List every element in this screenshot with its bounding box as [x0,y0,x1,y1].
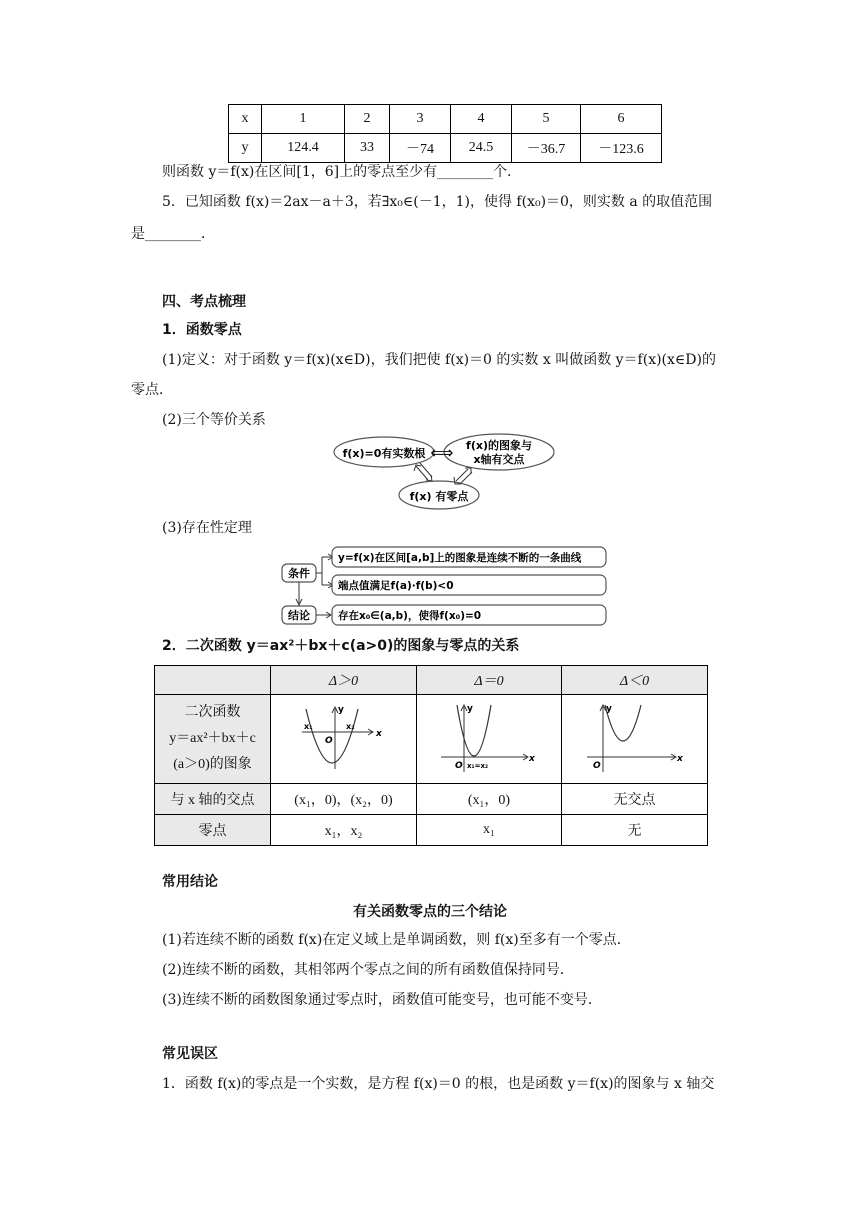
table-cell: 24.5 [451,134,512,163]
svg-text:x₂: x₂ [345,721,355,731]
quadratic-zero-table [154,665,708,846]
svg-text:x₁=x₂: x₁=x₂ [467,761,489,770]
condition-1-text: y=f(x)在区间[a,b]上的图象是连续不断的一条曲线 [338,552,582,564]
question-5-line1: 5．已知函数 f(x)＝2ax－a＋3，若∃x₀∈(－1，1)，使得 f(x₀)＝0，则实数 a 的取值范围 [162,194,713,210]
condition-label: 条件 [288,567,310,580]
table-cell: 4 [451,105,512,134]
svg-text:x: x [529,753,535,764]
table-cell: 无交点 [562,784,708,815]
table-cell: 1 [262,105,345,134]
bracket-connector [316,557,332,585]
subsection-title-quadratic: 2．二次函数 y＝ax²＋bx＋c(a>0)的图象与零点的关系 [162,638,520,654]
conclusion-2: (2)连续不断的函数，其相邻两个零点之间的所有函数值保持同号． [162,962,574,978]
equiv-left-label: f(x)=0有实数根 [342,447,426,460]
table-row [155,666,708,695]
row-label-graph: 二次函数 y＝ax²＋bx＋c (a＞0)的图象 [155,695,271,784]
equivalence-diagram [332,432,562,512]
conclusion-1: (1)若连续不断的函数 f(x)在定义域上是单调函数，则 f(x)至多有一个零点． [162,932,631,948]
table-cell: x₁，x₂ [271,815,417,846]
equiv-right-label-line2: x轴有交点 [473,453,525,466]
table-header-y: y [229,134,262,163]
condition-2-text: 端点值满足f(a)·f(b)<0 [338,580,454,592]
parabola-no-root-graph [585,697,685,777]
svg-text:y: y [467,703,473,714]
table-row [155,695,708,784]
svg-text:x: x [375,728,382,739]
graph-cell-two-roots [271,695,417,784]
table-cell: 2 [345,105,390,134]
existence-title: (3)存在性定理 [162,520,252,536]
subsection-title-zero: 1．函数零点 [162,322,242,338]
question-4-text: 则函数 y＝f(x)在区间[1，6]上的零点至少有________个． [162,164,522,180]
conclusion-3: (3)连续不断的函数图象通过零点时，函数值可能变号，也可能不变号． [162,992,602,1008]
xy-value-table [228,104,662,163]
definition-line2: 零点． [131,382,173,398]
table-cell: －74 [390,134,451,163]
double-arrow-icon: ⟺ [430,443,454,462]
parabola-one-root-graph [439,697,539,777]
common-conclusions-title: 常用结论 [162,874,218,890]
conclusion-label: 结论 [288,609,310,622]
parabola-curve [457,705,491,756]
svg-text:y: y [605,703,612,714]
mistake-1: 1．函数 f(x)的零点是一个实数，是方程 f(x)＝0 的根，也是函数 y＝f(x)的图象与 x 轴交 [162,1076,715,1092]
table-cell: x₁ [417,815,562,846]
table-cell: (x₁，0)，(x₂，0) [271,784,417,815]
svg-text:O: O [324,735,333,746]
svg-text:O: O [592,760,601,771]
table-cell: 6 [581,105,662,134]
section-title: 四、考点梳理 [162,294,246,310]
table-cell: －36.7 [512,134,581,163]
table-cell: (x₁，0) [417,784,562,815]
svg-text:O: O [455,760,463,771]
table-header: Δ＞0 [271,666,417,695]
table-cell: 124.4 [262,134,345,163]
existence-diagram [280,545,610,630]
table-cell: 3 [390,105,451,134]
table-cell: 5 [512,105,581,134]
graph-cell-one-root [417,695,562,784]
table-header: Δ＜0 [562,666,708,695]
graph-cell-no-root [562,695,708,784]
table-row [155,815,708,846]
common-mistakes-title: 常见误区 [162,1046,218,1062]
three-conclusions-title: 有关函数零点的三个结论 [353,904,507,920]
definition-line1: (1)定义：对于函数 y＝f(x)(x∈D)，我们把使 f(x)＝0 的实数 x 叫做函数 y＝f(x)(x∈D)的 [162,352,716,368]
equiv-bottom-label: f(x) 有零点 [409,490,469,503]
parabola-two-roots-graph [294,697,394,777]
table-row [229,105,662,134]
table-row [229,134,662,163]
equivalence-title: (2)三个等价关系 [162,412,266,428]
row-label-zero: 零点 [155,815,271,846]
table-header-x: x [229,105,262,134]
svg-text:x: x [676,753,683,764]
table-cell: 无 [562,815,708,846]
table-header: Δ＝0 [417,666,562,695]
conclusion-text: 存在x₀∈(a,b)，使得f(x₀)=0 [338,610,482,622]
svg-text:y: y [337,704,344,715]
table-row [155,784,708,815]
svg-text:x₁: x₁ [303,721,313,731]
table-cell: －123.6 [581,134,662,163]
row-label-intersection: 与 x 轴的交点 [155,784,271,815]
equiv-right-label-line1: f(x)的图象与 [466,439,532,452]
table-cell: 33 [345,134,390,163]
question-5-line2: 是________． [131,226,215,242]
